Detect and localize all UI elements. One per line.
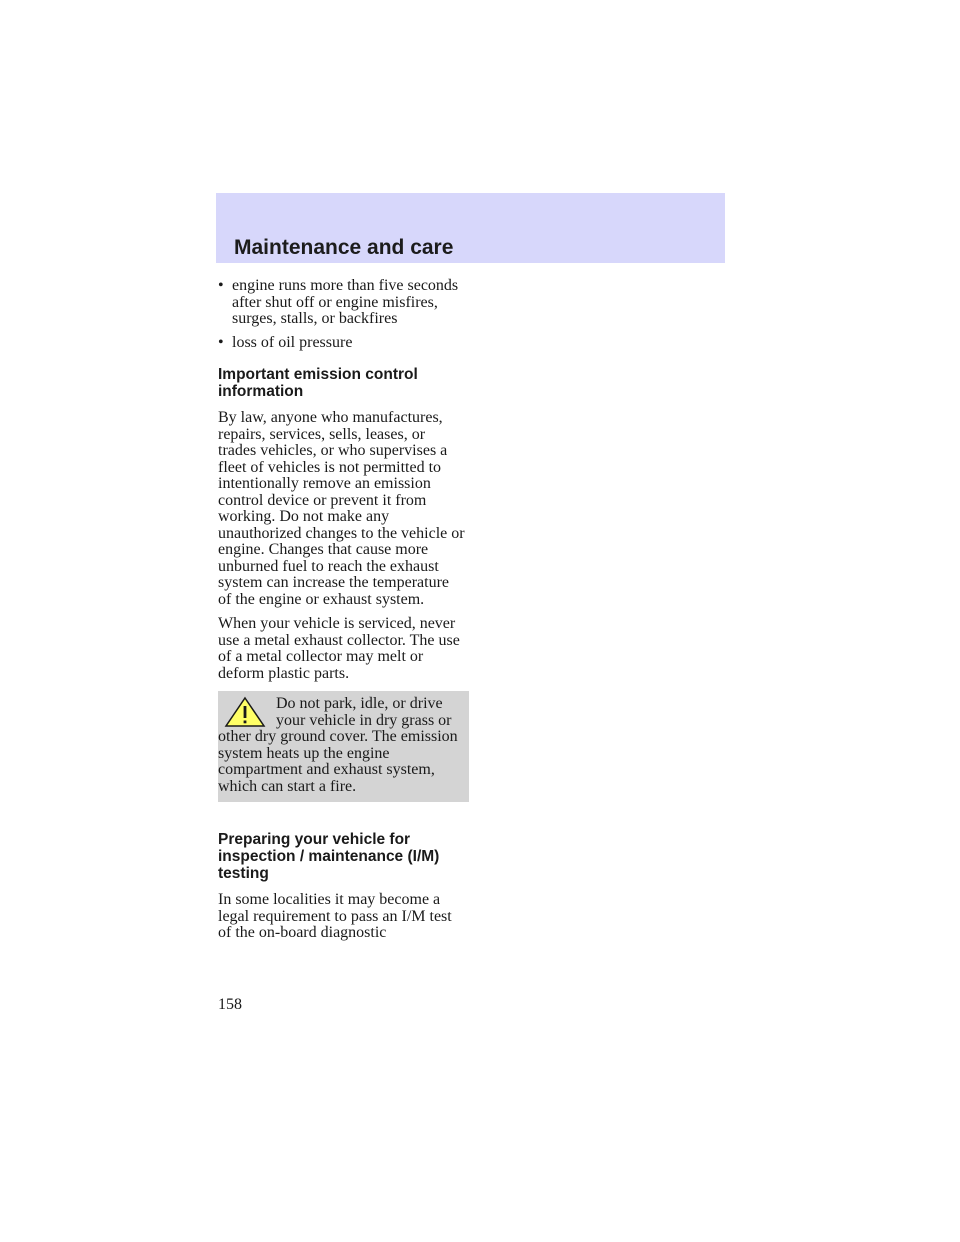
section-heading-im-testing: Preparing your vehicle for inspection / maintenance (I/M) testing: [218, 831, 440, 882]
warning-triangle-icon: [224, 696, 266, 728]
bullet-item: [218, 278, 466, 328]
paragraph-emission-law: By law, anyone who manufactures, repairs, services, sells, leases, or trades vehicles, or who supervises a fleet of vehicles is not permitted to intentionally remove an emission control device or prevent it from working. Do not make any unauthorized changes to the vehicle or engine. Changes that cause more unburned fuel to reach the exhaust system can increase the temperature of the engine or exhaust system.: [218, 409, 465, 608]
section-header-band: [216, 193, 725, 263]
section-title: Maintenance and care: [234, 236, 454, 259]
page-content: [218, 278, 466, 942]
bullet-item: [218, 335, 466, 352]
warning-text: Do not park, idle, or drive your vehicle in dry grass or other dry ground cover. The emission system heats up the engine compartment and exhaust system, which can start a fire.: [218, 695, 458, 795]
paragraph-exhaust-collector: When your vehicle is serviced, never use a metal exhaust collector. The use of a metal collector may melt or deform plastic parts.: [218, 615, 460, 682]
bullet-text: loss of oil pressure: [232, 333, 353, 351]
bullet-text: engine runs more than five seconds after shut off or engine misfires, surges, stalls, or backfires: [232, 277, 459, 327]
section-heading-emission: Important emission control information: [218, 366, 418, 400]
page-number: 158: [218, 996, 242, 1013]
bullet-marker: •: [218, 333, 224, 351]
bullet-marker: •: [218, 277, 224, 294]
paragraph-im-test: In some localities it may become a legal requirement to pass an I/M test of the on-board diagnostic: [218, 891, 452, 941]
warning-box: [218, 691, 469, 802]
